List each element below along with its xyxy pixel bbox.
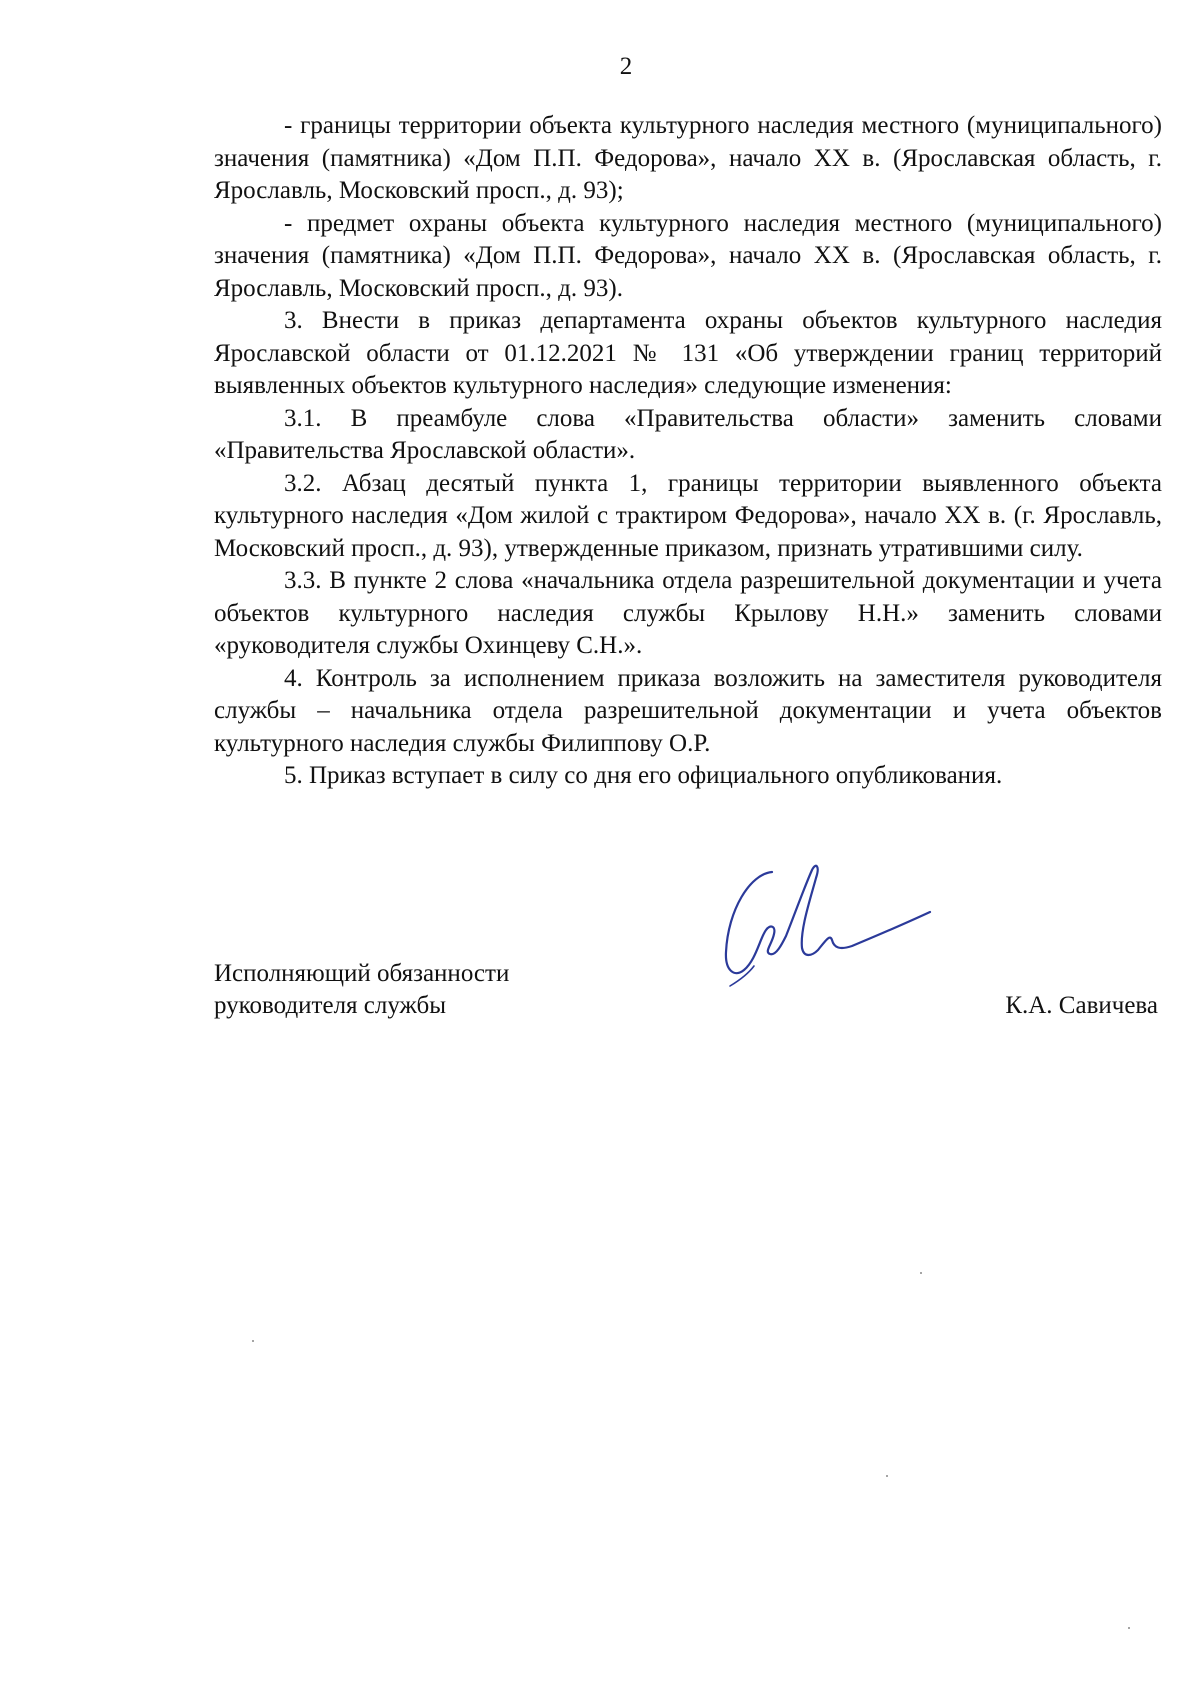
paragraph-item-3-2: 3.2. Абзац десятый пункта 1, границы территории выявленного объекта культурного наследия «Дом жилой с трактиром Федорова», начало XX в. (г. Ярославль, Московский просп., д. 93), утвержденные приказом, признать утратившими силу. (214, 469, 1162, 562)
scan-speck (886, 1475, 888, 1477)
handwritten-signature (720, 860, 940, 990)
page-number: 2 (619, 53, 633, 80)
scan-speck (920, 1272, 922, 1274)
scan-speck (252, 1340, 254, 1342)
paragraph-protection-subject: - предмет охраны объекта культурного наследия местного (муниципального) значения (памятника) «Дом П.П. Федорова», начало XX в. (Ярославская область, г. Ярославль, Московский просп., д. 93). (214, 209, 1162, 302)
order-body (214, 110, 1162, 793)
signatory-position-line-2: руководителя службы (214, 992, 447, 1019)
paragraph-item-5: 5. Приказ вступает в силу со дня его официального опубликования. (284, 762, 1003, 789)
paragraph-item-4: 4. Контроль за исполнением приказа возложить на заместителя руководителя службы – начальника отдела разрешительной документации и учета объектов культурного наследия службы Филиппову О.Р. (214, 664, 1162, 757)
paragraph-item-3: 3. Внести в приказ департамента охраны объектов культурного наследия Ярославской области от 01.12.2021 № 131 «Об утверждении границ территорий выявленных объектов культурного наследия» следующие изменения: (214, 307, 1162, 399)
paragraph-item-3-3: 3.3. В пункте 2 слова «начальника отдела разрешительной документации и учета объектов культурного наследия службы Крылову Н.Н.» заменить словами «руководителя службы Охинцеву С.Н.». (214, 567, 1162, 659)
signatory-name: К.А. Савичева (1005, 992, 1158, 1019)
scan-speck (1128, 1627, 1130, 1629)
signatory-position-line-1: Исполняющий обязанности (214, 960, 510, 987)
paragraph-item-3-1: 3.1. В преамбуле слова «Правительства области» заменить словами «Правительства Ярославской области». (214, 404, 1162, 464)
signatory-position (214, 958, 509, 1022)
paragraph-borders: - границы территории объекта культурного наследия местного (муниципального) значения (памятника) «Дом П.П. Федорова», начало XX в. (Ярославская область, г. Ярославль, Московский просп., д. 93); (214, 112, 1162, 204)
